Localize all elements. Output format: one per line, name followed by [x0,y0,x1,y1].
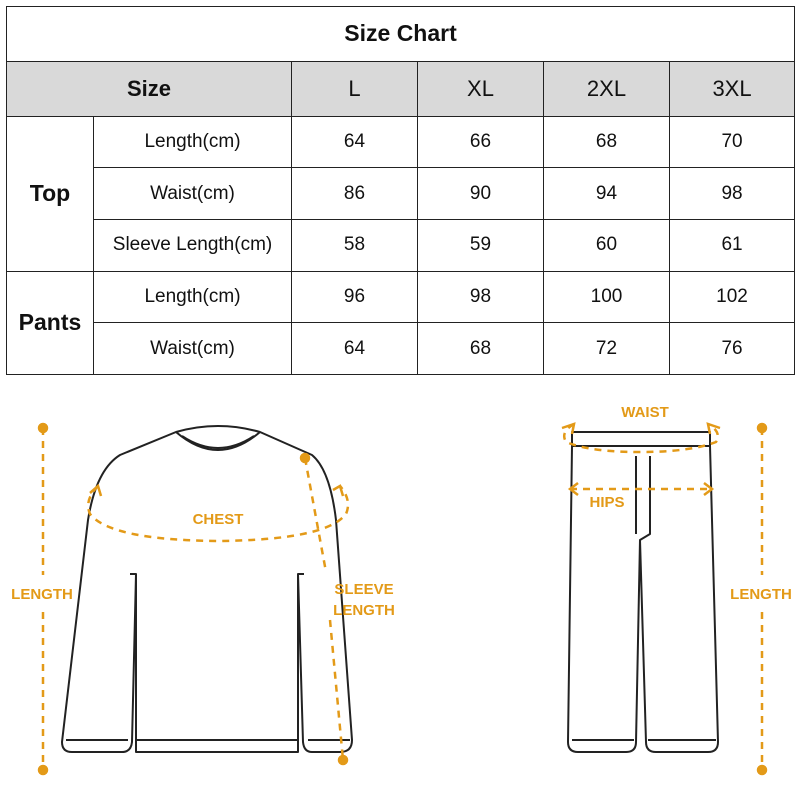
row-label: Waist(cm) [94,168,292,220]
size-col-xl: XL [418,61,544,116]
waist-dimension [562,424,720,452]
pants-outline [568,432,718,752]
cell: 72 [544,323,670,375]
cell: 98 [418,271,544,323]
sleeve-label-line1: SLEEVE [334,581,394,598]
row-label: Length(cm) [94,271,292,323]
cell: 90 [418,168,544,220]
cell: 96 [292,271,418,323]
table-row [7,271,795,323]
measurement-diagrams [0,380,800,800]
cell: 66 [418,116,544,168]
size-header: Size [7,61,292,116]
group-pants: Pants [7,271,94,374]
cell: 70 [670,116,795,168]
cell: 68 [544,116,670,168]
shirt-length-label: LENGTH [11,586,73,603]
cell: 59 [418,219,544,271]
sleeve-label-line2: LENGTH [333,602,395,619]
table-row [7,168,795,220]
cell: 68 [418,323,544,375]
cell: 98 [670,168,795,220]
hips-label: HIPS [589,494,625,511]
waist-label: WAIST [621,404,669,421]
size-col-l: L [292,61,418,116]
table-row [7,219,795,271]
size-col-3xl: 3XL [670,61,795,116]
row-label: Sleeve Length(cm) [94,219,292,271]
cell: 94 [544,168,670,220]
cell: 76 [670,323,795,375]
cell: 86 [292,168,418,220]
cell: 58 [292,219,418,271]
size-col-2xl: 2XL [544,61,670,116]
header-row [7,61,795,116]
cell: 102 [670,271,795,323]
table-row [7,323,795,375]
pants-length-label: LENGTH [730,586,792,603]
measurement-diagram-svg [0,380,800,800]
cell: 64 [292,323,418,375]
row-label: Waist(cm) [94,323,292,375]
chest-label: CHEST [192,511,244,528]
size-chart-table [6,6,795,375]
cell: 61 [670,219,795,271]
cell: 60 [544,219,670,271]
cell: 64 [292,116,418,168]
row-label: Length(cm) [94,116,292,168]
group-top: Top [7,116,94,271]
table-row [7,116,795,168]
table-title: Size Chart [7,7,795,62]
cell: 100 [544,271,670,323]
